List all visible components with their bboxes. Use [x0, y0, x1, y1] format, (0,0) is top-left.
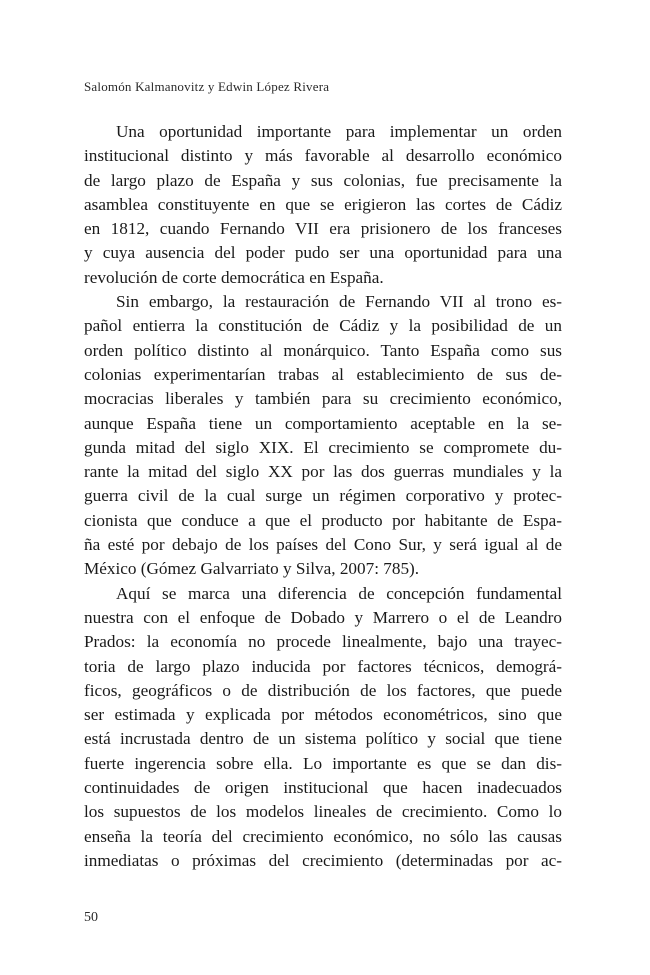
text-line: ser estimada y explicada por métodos econométricos, sino que	[84, 705, 562, 725]
text-line: guerra civil de la cual surge un régimen corporativo y protec-	[84, 486, 562, 506]
text-line: Una oportunidad importante para implementar un orden	[116, 122, 562, 141]
text-line: Sin embargo, la restauración de Fernando VII al trono es-	[116, 292, 562, 312]
text-line: gunda mitad del siglo XIX. El crecimiento se compromete du-	[84, 437, 562, 457]
text-line: enseña la teoría del crecimiento económico, no sólo las causas	[84, 826, 562, 846]
text-line: institucional distinto y más favorable al desarrollo económico	[84, 146, 562, 166]
text-line: colonias experimentarían trabas al establecimiento de sus de-	[84, 364, 562, 384]
text-line: de largo plazo de España y sus colonias, fue precisamente la	[84, 170, 562, 190]
text-line: en 1812, cuando Fernando VII era prisionero de los franceses	[84, 219, 562, 239]
text-line: y cuya ausencia del poder pudo ser una oportunidad para una	[84, 243, 562, 263]
text-line: Aquí se marca una diferencia de concepción fundamental	[116, 583, 562, 603]
text-line: pañol entierra la constitución de Cádiz y la posibilidad de un	[84, 316, 562, 336]
text-line: continuidades de origen institucional que hacen inadecuados	[84, 778, 562, 798]
text-line: los supuestos de los modelos lineales de crecimiento. Como lo	[84, 802, 562, 822]
text-line: rante la mitad del siglo XX por las dos guerras mundiales y la	[84, 462, 562, 482]
text-line: cionista que conduce a que el producto por habitante de Espa-	[84, 510, 562, 530]
text-line: orden político distinto al monárquico. Tanto España como sus	[84, 340, 562, 360]
page-number: 50	[84, 910, 98, 925]
text-line: revolución de corte democrática en España.	[84, 267, 384, 287]
running-head: Salomón Kalmanovitz y Edwin López Rivera	[84, 79, 330, 94]
text-line: México (Gómez Galvarriato y Silva, 2007: 785).	[84, 559, 420, 579]
text-line: aunque España tiene un comportamiento aceptable en la se-	[84, 413, 562, 433]
body-text	[84, 120, 562, 873]
text-line: toria de largo plazo inducida por factores técnicos, demográ-	[84, 656, 562, 676]
text-line: asamblea constituyente en que se erigieron las cortes de Cádiz	[84, 194, 562, 214]
text-line: ficos, geográficos o de distribución de los factores, que puede	[84, 680, 562, 700]
text-line: Prados: la economía no procede linealmente, bajo una trayec-	[84, 632, 562, 652]
text-line: nuestra con el enfoque de Dobado y Marrero o el de Leandro	[84, 607, 562, 627]
text-line: ña esté por debajo de los países del Cono Sur, y será igual al de	[84, 535, 562, 555]
text-line: está incrustada dentro de un sistema político y social que tiene	[84, 729, 562, 749]
text-line: fuerte ingerencia sobre ella. Lo importante es que se dan dis-	[84, 753, 562, 773]
text-line: mocracias liberales y también para su crecimiento económico,	[84, 389, 562, 409]
text-line: inmediatas o próximas del crecimiento (determinadas por ac-	[84, 850, 562, 870]
